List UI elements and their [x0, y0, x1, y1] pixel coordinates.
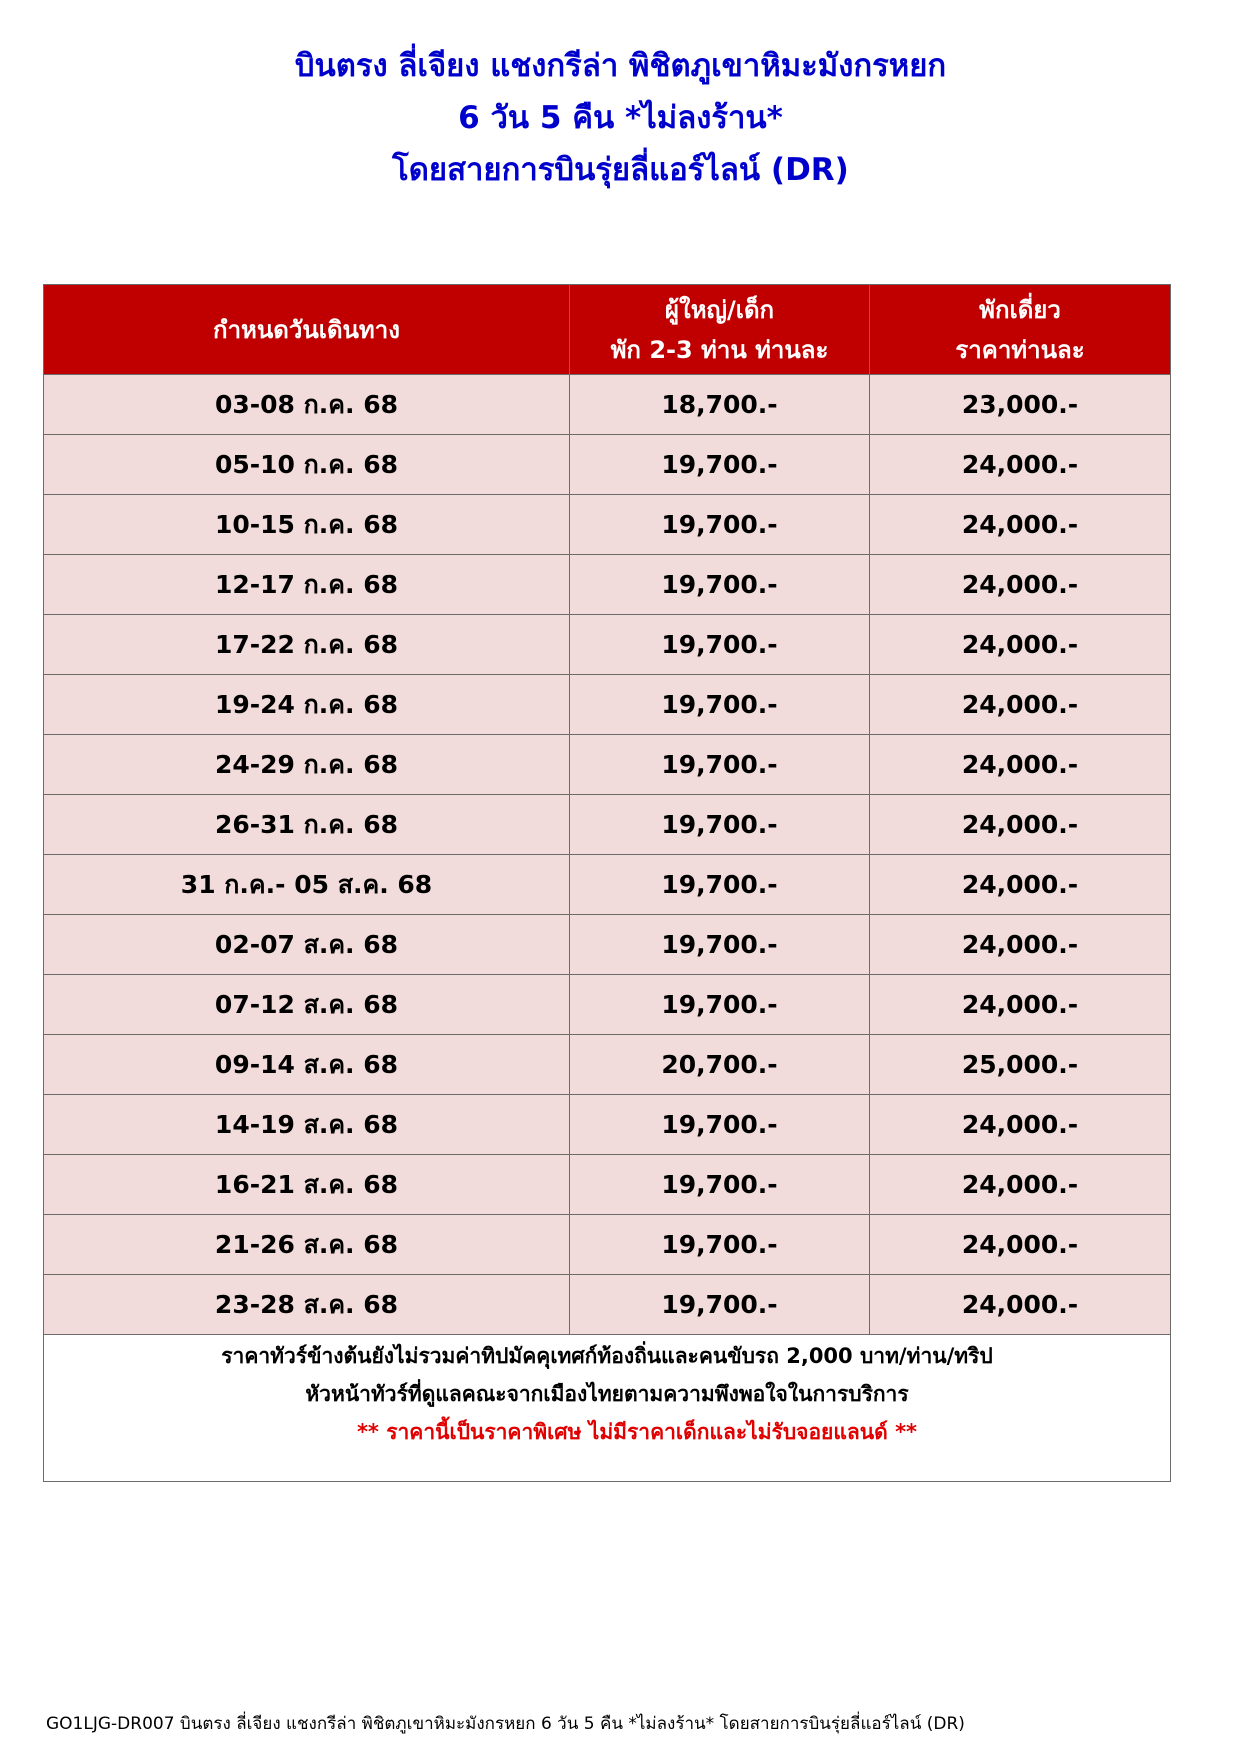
table-row [44, 1275, 1171, 1335]
single-price-cell: 23,000.- [870, 375, 1171, 435]
single-price-cell: 24,000.- [870, 1095, 1171, 1155]
notes-row [44, 1335, 1171, 1482]
single-price-cell: 24,000.- [870, 1275, 1171, 1335]
single-price-cell: 24,000.- [870, 855, 1171, 915]
single-price-cell: 24,000.- [870, 975, 1171, 1035]
adult-price-cell: 19,700.- [570, 1155, 870, 1215]
adult-price-cell: 19,700.- [570, 615, 870, 675]
header-date [44, 285, 570, 375]
single-price-cell: 24,000.- [870, 735, 1171, 795]
travel-date-cell: 02-07 ส.ค. 68 [44, 915, 570, 975]
header-adult-line-1: ผู้ใหญ่/เด็ก [664, 295, 775, 324]
adult-price-cell: 19,700.- [570, 495, 870, 555]
travel-date-cell: 31 ก.ค.- 05 ส.ค. 68 [44, 855, 570, 915]
table-row [44, 615, 1171, 675]
adult-price-cell: 19,700.- [570, 795, 870, 855]
note-line-1: ราคาทัวร์ข้างต้นยังไม่รวมค่าทิปมัคคุเทศก์ท้องถิ่นและคนขับรถ 2,000 บาท/ท่าน/ทริป [221, 1344, 993, 1368]
table-row [44, 1095, 1171, 1155]
table-row [44, 915, 1171, 975]
table-row [44, 1035, 1171, 1095]
single-price-cell: 24,000.- [870, 795, 1171, 855]
table-row [44, 555, 1171, 615]
travel-date-cell: 16-21 ส.ค. 68 [44, 1155, 570, 1215]
header-date-label: กำหนดวันเดินทาง [213, 315, 400, 344]
travel-date-cell: 09-14 ส.ค. 68 [44, 1035, 570, 1095]
table-row [44, 975, 1171, 1035]
header-single-line-2: ราคาท่านละ [955, 335, 1085, 364]
header-adult-line-2: พัก 2-3 ท่าน ท่านละ [610, 335, 829, 364]
table-row [44, 735, 1171, 795]
adult-price-cell: 19,700.- [570, 915, 870, 975]
table-row [44, 1155, 1171, 1215]
single-price-cell: 24,000.- [870, 435, 1171, 495]
single-price-cell: 24,000.- [870, 615, 1171, 675]
single-price-cell: 24,000.- [870, 915, 1171, 975]
travel-date-cell: 19-24 ก.ค. 68 [44, 675, 570, 735]
travel-date-cell: 07-12 ส.ค. 68 [44, 975, 570, 1035]
table-row [44, 675, 1171, 735]
table-row [44, 375, 1171, 435]
adult-price-cell: 19,700.- [570, 855, 870, 915]
title-line-3: โดยสายการบินรุ่ยลี่แอร์ไลน์ (DR) [392, 152, 849, 188]
single-price-cell: 24,000.- [870, 675, 1171, 735]
note-line-3: ** ราคานี้เป็นราคาพิเศษ ไม่มีราคาเด็กและไม่รับจอยแลนด์ ** [356, 1420, 918, 1444]
title-line-2: 6 วัน 5 คืน *ไม่ลงร้าน* [458, 100, 783, 136]
adult-price-cell: 19,700.- [570, 675, 870, 735]
table-row [44, 1215, 1171, 1275]
title-block [0, 40, 1241, 196]
table-row [44, 495, 1171, 555]
table-header-row [44, 285, 1171, 375]
single-price-cell: 24,000.- [870, 555, 1171, 615]
table-row [44, 795, 1171, 855]
travel-date-cell: 26-31 ก.ค. 68 [44, 795, 570, 855]
header-single [870, 285, 1171, 375]
travel-date-cell: 12-17 ก.ค. 68 [44, 555, 570, 615]
travel-date-cell: 10-15 ก.ค. 68 [44, 495, 570, 555]
travel-date-cell: 05-10 ก.ค. 68 [44, 435, 570, 495]
single-price-cell: 25,000.- [870, 1035, 1171, 1095]
travel-date-cell: 21-26 ส.ค. 68 [44, 1215, 570, 1275]
travel-date-cell: 14-19 ส.ค. 68 [44, 1095, 570, 1155]
adult-price-cell: 20,700.- [570, 1035, 870, 1095]
note-line-2: หัวหน้าทัวร์ที่ดูแลคณะจากเมืองไทยตามความพึงพอใจในการบริการ [305, 1382, 909, 1406]
travel-date-cell: 03-08 ก.ค. 68 [44, 375, 570, 435]
adult-price-cell: 19,700.- [570, 975, 870, 1035]
adult-price-cell: 19,700.- [570, 1275, 870, 1335]
notes-cell [44, 1335, 1171, 1482]
footer-text: GO1LJG-DR007 บินตรง ลี่เจียง แชงกรีล่า พิชิตภูเขาหิมะมังกรหยก 6 วัน 5 คืน *ไม่ลงร้าน* โดยสายการบินรุ่ยลี่แอร์ไลน์ (DR) [46, 1714, 965, 1734]
header-adult [570, 285, 870, 375]
table-row [44, 435, 1171, 495]
title-line-1: บินตรง ลี่เจียง แชงกรีล่า พิชิตภูเขาหิมะมังกรหยก [294, 48, 947, 84]
table-row [44, 855, 1171, 915]
travel-date-cell: 17-22 ก.ค. 68 [44, 615, 570, 675]
adult-price-cell: 19,700.- [570, 1215, 870, 1275]
price-table [43, 284, 1171, 1482]
travel-date-cell: 24-29 ก.ค. 68 [44, 735, 570, 795]
travel-date-cell: 23-28 ส.ค. 68 [44, 1275, 570, 1335]
adult-price-cell: 18,700.- [570, 375, 870, 435]
adult-price-cell: 19,700.- [570, 555, 870, 615]
adult-price-cell: 19,700.- [570, 735, 870, 795]
single-price-cell: 24,000.- [870, 1155, 1171, 1215]
header-single-line-1: พักเดี่ยว [979, 295, 1061, 324]
adult-price-cell: 19,700.- [570, 435, 870, 495]
adult-price-cell: 19,700.- [570, 1095, 870, 1155]
single-price-cell: 24,000.- [870, 495, 1171, 555]
single-price-cell: 24,000.- [870, 1215, 1171, 1275]
